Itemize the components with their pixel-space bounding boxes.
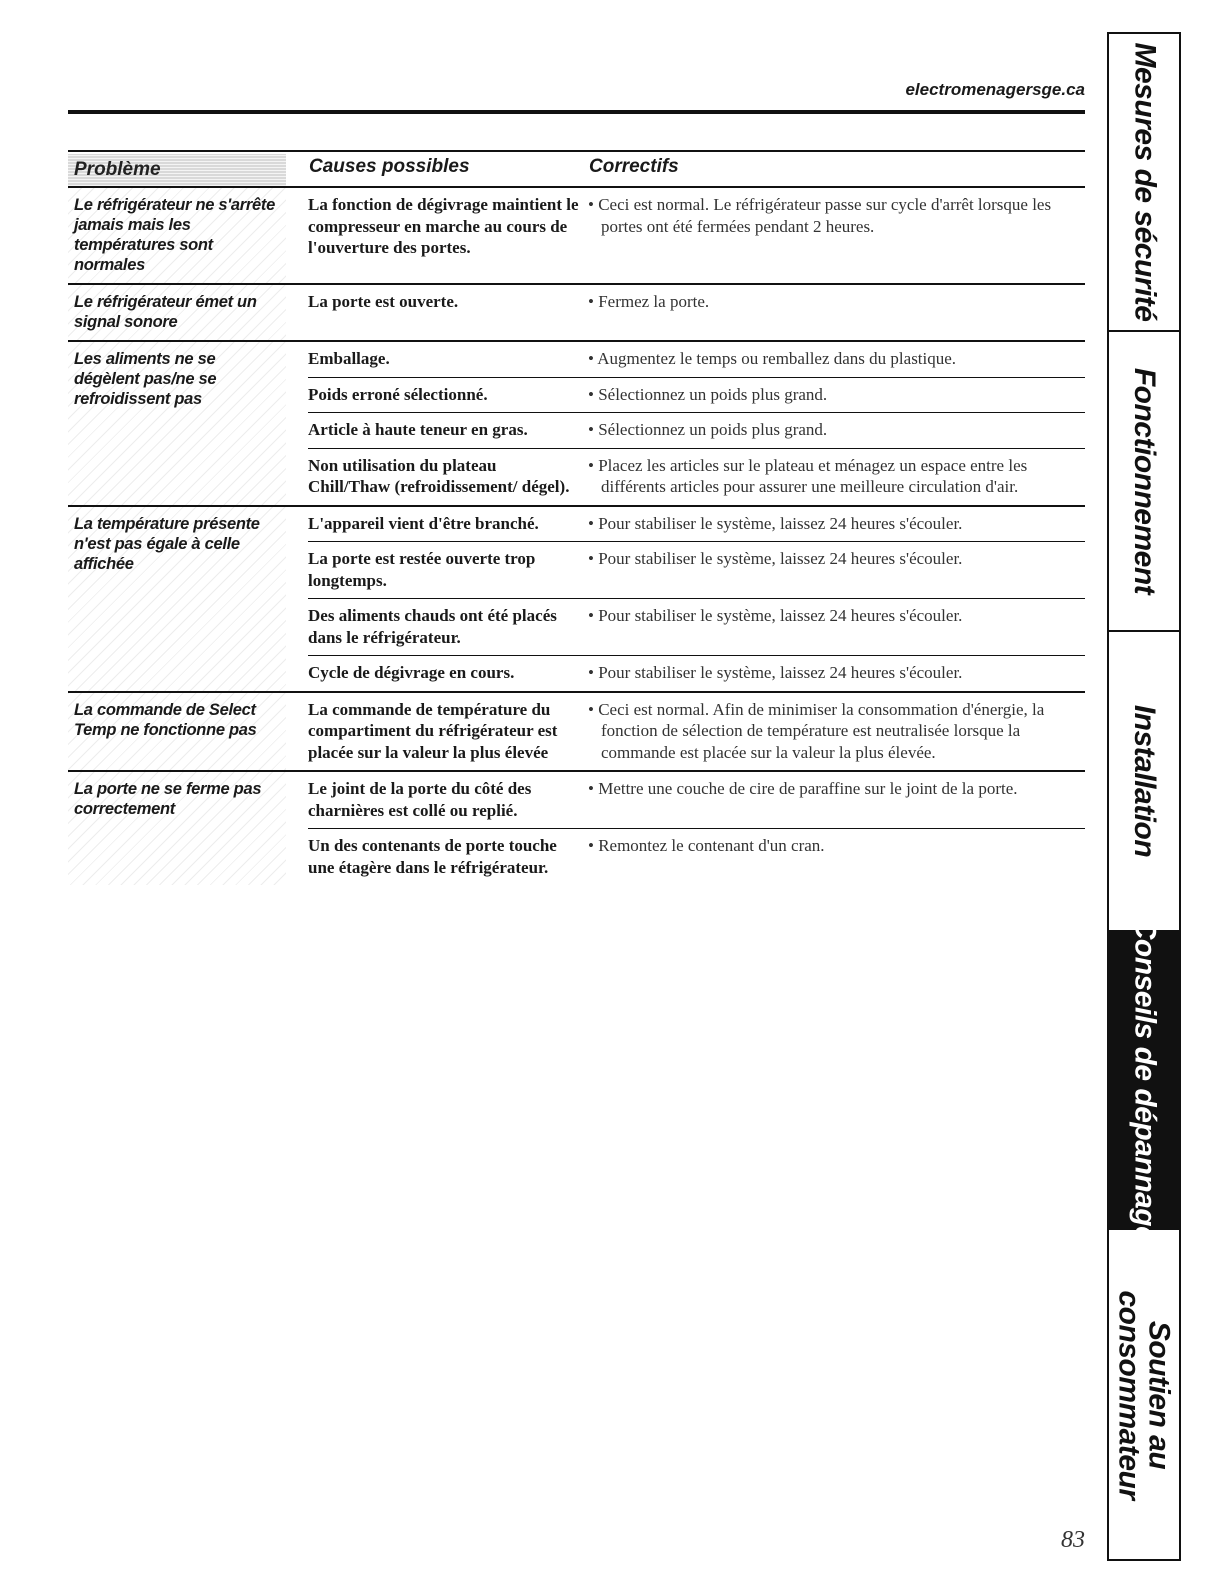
cause-rows (286, 693, 1085, 771)
table-row (308, 656, 1085, 691)
problem-label: La commande de Select Temp ne fonctionne pas (68, 693, 286, 771)
table-row (308, 599, 1085, 656)
possible-cause: La porte est ouverte. (308, 292, 459, 311)
tab-securite[interactable] (1109, 34, 1179, 332)
table-row (308, 507, 1085, 543)
tab-installation[interactable] (1109, 632, 1179, 932)
problem-group (68, 693, 1085, 773)
corrective-action: • Placez les articles sur le plateau et ménagez un espace entre les différents articles pour assurer une meilleure circulation d'air. (588, 455, 1028, 496)
problem-group (68, 342, 1085, 507)
tab-depannage[interactable] (1109, 917, 1179, 1243)
corrective-action: • Sélectionnez un poids plus grand. (588, 384, 828, 404)
cause-rows (286, 188, 1085, 283)
header-rule (68, 110, 1085, 114)
possible-cause: Le joint de la porte du côté des charnières est collé ou replié. (308, 779, 532, 820)
page-number: 83 (1061, 1527, 1085, 1553)
table-row (308, 378, 1085, 414)
possible-cause: Poids erroné sélectionné. (308, 384, 488, 404)
possible-cause: La porte est restée ouverte trop longtemps. (308, 549, 536, 590)
corrective-action: • Pour stabiliser le système, laissez 24 heures s'écouler. (588, 549, 963, 568)
tab-label: Conseils de dépannage (1128, 917, 1161, 1243)
problem-label: La porte ne se ferme pas correctement (68, 772, 286, 885)
table-row (308, 413, 1085, 449)
header-fixes: Correctifs (589, 156, 679, 177)
possible-cause: Des aliments chauds ont été placés dans le réfrigérateur. (308, 606, 557, 647)
table-body (68, 188, 1085, 885)
corrective-action: • Sélectionnez un poids plus grand. (588, 420, 828, 439)
problem-group (68, 772, 1085, 885)
site-url: electromenagersge.ca (905, 80, 1085, 99)
tab-label: Installation (1128, 704, 1162, 858)
tab-label: Mesures de sécurité (1128, 42, 1162, 322)
table-row (308, 772, 1085, 829)
problem-label: Le réfrigérateur ne s'arrête jamais mais les températures sont normales (68, 188, 286, 283)
possible-cause: La fonction de dégivrage maintient le compresseur en marche au cours de l'ouverture des portes. (308, 195, 579, 257)
problem-label: La température présente n'est pas égale à celle affichée (68, 507, 286, 691)
tab-label: Fonctionnement (1128, 367, 1162, 595)
corrective-action: • Ceci est normal. Afin de minimiser la consommation d'énergie, la fonction de sélection de température est neutralisée lorsque la commande est placée sur la valeur la plus élevée. (588, 699, 1045, 762)
table-row (308, 188, 1085, 266)
corrective-action: • Remontez le contenant d'un cran. (588, 836, 825, 855)
tab-label: Soutien au consommateur (1113, 1289, 1176, 1500)
troubleshooting-table (68, 150, 1085, 885)
section-sidebar (1107, 32, 1181, 1561)
table-row (308, 829, 1085, 885)
corrective-action: • Pour stabiliser le système, laissez 24 heures s'écouler. (588, 663, 963, 682)
possible-cause: Non utilisation du plateau Chill/Thaw (refroidissement/ dégel). (308, 455, 570, 496)
corrective-action: • Pour stabiliser le système, laissez 24 heures s'écouler. (588, 606, 963, 625)
corrective-action: • Mettre une couche de cire de paraffine sur le joint de la porte. (588, 779, 1018, 798)
corrective-action: • Augmentez le temps ou remballez dans du plastique. (588, 349, 957, 368)
cause-rows (286, 285, 1085, 340)
possible-cause: Article à haute teneur en gras. (308, 420, 528, 439)
cause-rows (286, 342, 1085, 505)
corrective-action: • Ceci est normal. Le réfrigérateur passe sur cycle d'arrêt lorsque les portes ont été fermées pendant 2 heures. (588, 195, 1052, 236)
possible-cause: Emballage. (308, 349, 390, 368)
problem-group (68, 285, 1085, 342)
tab-fonctionnement[interactable] (1109, 332, 1179, 632)
possible-cause: La commande de température du compartiment du réfrigérateur est placée sur la valeur la plus élevée (308, 699, 558, 762)
cause-rows (286, 507, 1085, 691)
corrective-action: • Pour stabiliser le système, laissez 24 heures s'écouler. (588, 513, 963, 533)
tab-soutien[interactable] (1109, 1230, 1179, 1559)
problem-label: Le réfrigérateur émet un signal sonore (68, 285, 286, 340)
header-causes: Causes possibles (309, 156, 470, 177)
table-row (308, 693, 1085, 771)
corrective-action: • Fermez la porte. (588, 292, 710, 311)
possible-cause: Un des contenants de porte touche une étagère dans le réfrigérateur. (308, 836, 557, 877)
table-header (68, 150, 1085, 188)
cause-rows (286, 772, 1085, 885)
problem-label: Les aliments ne se dégèlent pas/ne se refroidissent pas (68, 342, 286, 505)
possible-cause: L'appareil vient d'être branché. (308, 513, 539, 533)
problem-group (68, 507, 1085, 693)
problem-group (68, 188, 1085, 285)
table-row (308, 542, 1085, 599)
table-row (308, 285, 1085, 320)
header-problem: Problème (68, 154, 286, 186)
table-row (308, 342, 1085, 378)
table-row (308, 449, 1085, 505)
possible-cause: Cycle de dégivrage en cours. (308, 663, 515, 682)
